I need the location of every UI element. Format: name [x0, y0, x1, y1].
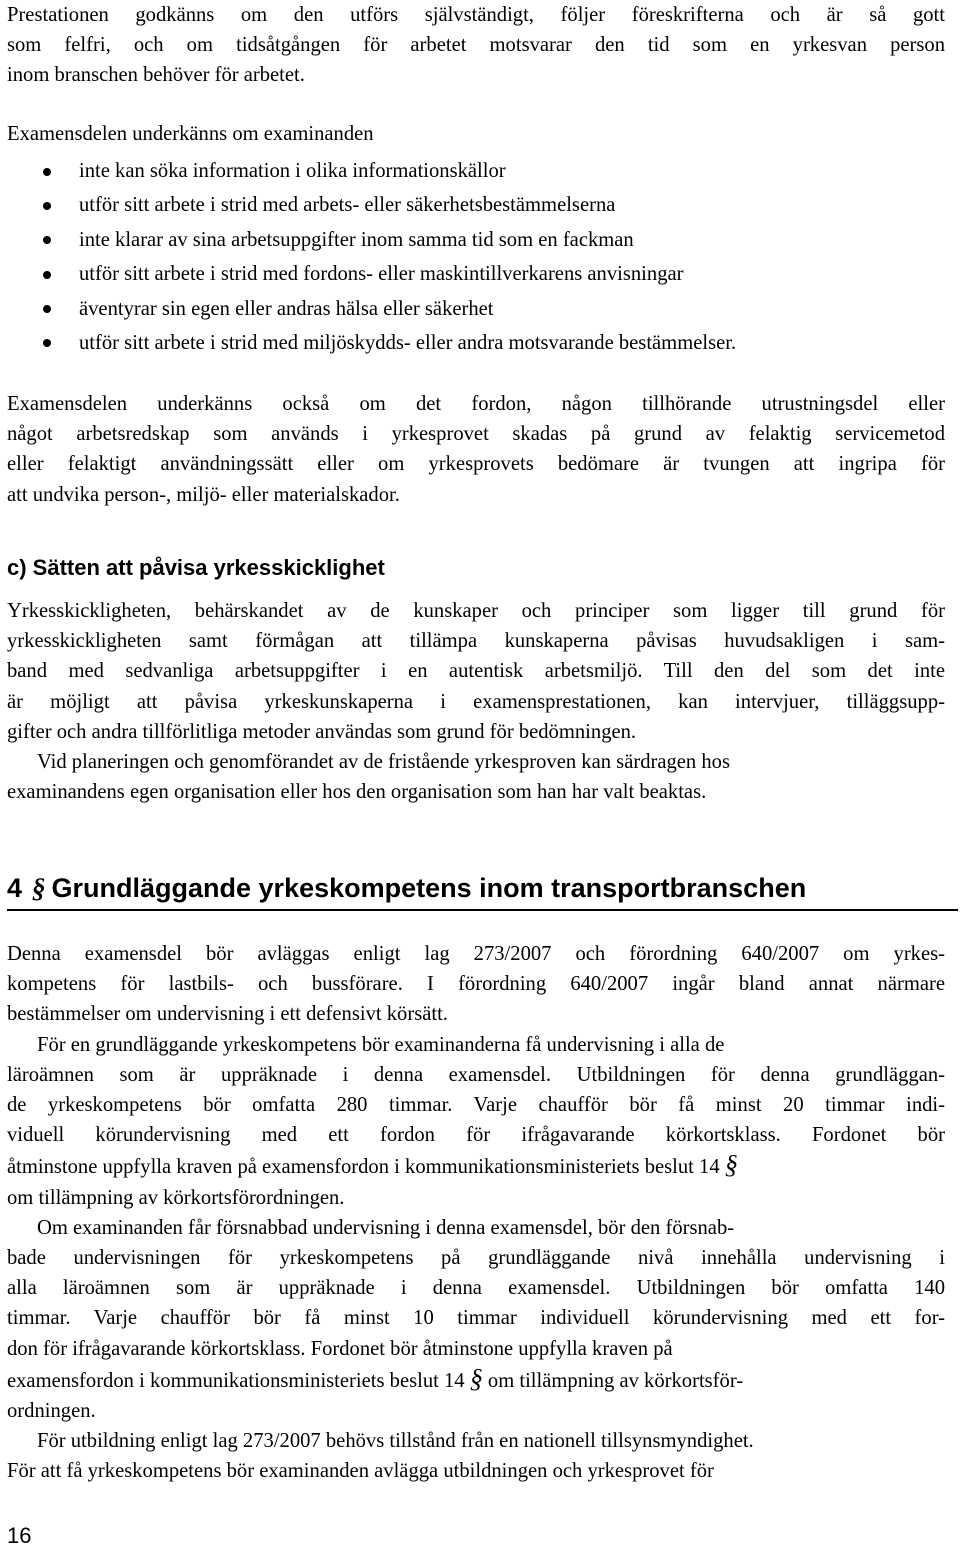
text-line: inom branschen behöver för arbetet.: [7, 64, 305, 87]
section-sign: §: [32, 873, 46, 903]
text-line: [7, 1150, 945, 1182]
list-item: [0, 257, 736, 291]
list-item-text: inte klarar av sina arbetsuppgifter inom samma tid som en fackman: [79, 228, 634, 251]
list-item-text: äventyrar sin egen eller andras hälsa eller säkerhet: [79, 297, 494, 320]
text-line: viduell körundervisning med ett fordon för ifrågavarande körkortsklass. Fordonet bör: [7, 1124, 945, 1147]
section-4-body: [7, 939, 945, 1487]
list-item: [0, 292, 736, 326]
text-line: För utbildning enligt lag 273/2007 behövs tillstånd från en nationell tillsynsmyndighet.: [37, 1430, 754, 1453]
text-line: timmar. Varje chaufför bör få minst 10 timmar individuell körundervisning med ett for-: [7, 1307, 945, 1330]
section-c-heading: c) Sätten att påvisa yrkesskicklighet: [7, 555, 385, 580]
text-segment: åtminstone uppfylla kraven på examensfordon i kommunikationsministeriets beslut 14: [7, 1156, 720, 1179]
fail-criteria-list: [0, 154, 736, 360]
text-line: eller felaktigt användningssätt eller om yrkesprovets bedömare är tvungen att ingripa för: [7, 453, 945, 476]
bullet-icon: [43, 202, 51, 210]
text-line: yrkesskickligheten samt förmågan att tillämpa kunskaperna påvisas huvudsakligen i sam-: [7, 630, 945, 653]
list-item: [0, 326, 736, 360]
bullet-icon: [43, 271, 51, 279]
text-line: Yrkesskickligheten, behärskandet av de kunskaper och principer som ligger till grund för: [7, 600, 945, 622]
section-title: Grundläggande yrkeskompetens inom transportbranschen: [51, 873, 807, 903]
text-line: bestämmelser om undervisning i ett defensivt körsätt.: [7, 1003, 448, 1026]
text-line: Examensdelen underkänns också om det fordon, någon tillhörande utrustningsdel eller: [7, 393, 945, 415]
text-line: Denna examensdel bör avläggas enligt lag 273/2007 och förordning 640/2007 om yrkes-: [7, 943, 945, 965]
text-line: För en grundläggande yrkeskompetens bör examinanderna få undervisning i alla de: [37, 1033, 725, 1056]
list-item: [0, 188, 736, 222]
text-line: band med sedvanliga arbetsuppgifter i en autentisk arbetsmiljö. Till den del som det inte: [7, 660, 945, 683]
bullet-icon: [43, 339, 51, 347]
text-line: Prestationen godkänns om den utförs självständigt, följer föreskrifterna och är så gott: [7, 4, 945, 26]
fail-paragraph: [7, 389, 945, 510]
text-line: något arbetsredskap som används i yrkesprovet skadas på grund av felaktig servicemetod: [7, 423, 945, 446]
text-segment: examensfordon i kommunikationsministeriets beslut 14: [7, 1369, 465, 1392]
text-line: som felfri, och om tidsåtgången för arbetet motsvarar den tid som en yrkesvan person: [7, 34, 945, 57]
text-line: don för ifrågavarande körkortsklass. Fordonet bör åtminstone uppfylla kraven på: [7, 1337, 673, 1360]
page-number: 16: [7, 1523, 32, 1548]
text-line: Om examinanden får försnabbad undervisning i denna examensdel, bör den försnab-: [37, 1216, 735, 1239]
section-sign: §: [724, 1150, 738, 1180]
section-4-heading: [7, 870, 958, 911]
text-line: gifter och andra tillförlitliga metoder användas som grund för bedömningen.: [7, 720, 637, 743]
list-item: [0, 223, 736, 257]
list-item-text: utför sitt arbete i strid med fordons- eller maskintillverkarens anvisningar: [79, 263, 684, 286]
list-item-text: utför sitt arbete i strid med arbets- eller säkerhetsbestämmelserna: [79, 194, 616, 217]
text-line: bade undervisningen för yrkeskompetens på grundläggande nivå innehålla undervisning i: [7, 1247, 945, 1270]
text-line: om tillämpning av körkortsförordningen.: [7, 1186, 345, 1209]
bullet-icon: [43, 236, 51, 244]
intro-paragraph: [7, 0, 945, 91]
list-item-text: utför sitt arbete i strid med miljöskydds- eller andra motsvarande bestämmelser.: [79, 331, 737, 354]
text-line: kompetens för lastbils- och bussförare. I förordning 640/2007 ingår bland annat närmare: [7, 973, 945, 996]
bullet-icon: [43, 305, 51, 313]
text-line: att undvika person-, miljö- eller materialskador.: [7, 483, 400, 506]
list-item: [0, 154, 736, 188]
text-line: läroämnen som är uppräknade i denna examensdel. Utbildningen för denna grundläggan-: [7, 1063, 945, 1086]
text-line: Examensdelen underkänns om examinanden: [7, 123, 374, 145]
text-line: [7, 1364, 945, 1396]
text-line: ordningen.: [7, 1400, 96, 1423]
text-line: För att få yrkeskompetens bör examinanden avlägga utbildningen och yrkesprovet för: [7, 1460, 714, 1483]
text-line: alla läroämnen som är uppräknade i denna examensdel. Utbildningen bör omfatta 140: [7, 1277, 945, 1300]
text-segment: om tillämpning av körkortsför-: [487, 1369, 744, 1392]
list-item-text: inte kan söka information i olika informationskällor: [79, 160, 506, 182]
section-sign: §: [469, 1363, 483, 1393]
fail-intro: [7, 119, 374, 149]
section-number: 4: [7, 873, 23, 903]
section-c-paragraph: [7, 596, 945, 807]
text-line: är möjligt att påvisa yrkeskunskaperna i examensprestationen, kan intervjuer, tilläggsupp-: [7, 690, 945, 713]
bullet-icon: [43, 168, 51, 176]
text-line: Vid planeringen och genomförandet av de fristående yrkesproven kan särdragen hos: [37, 751, 730, 774]
text-line: examinandens egen organisation eller hos den organisation som han har valt beaktas.: [7, 781, 707, 804]
text-line: de yrkeskompetens bör omfatta 280 timmar. Varje chaufför bör få minst 20 timmar indi-: [7, 1094, 945, 1117]
